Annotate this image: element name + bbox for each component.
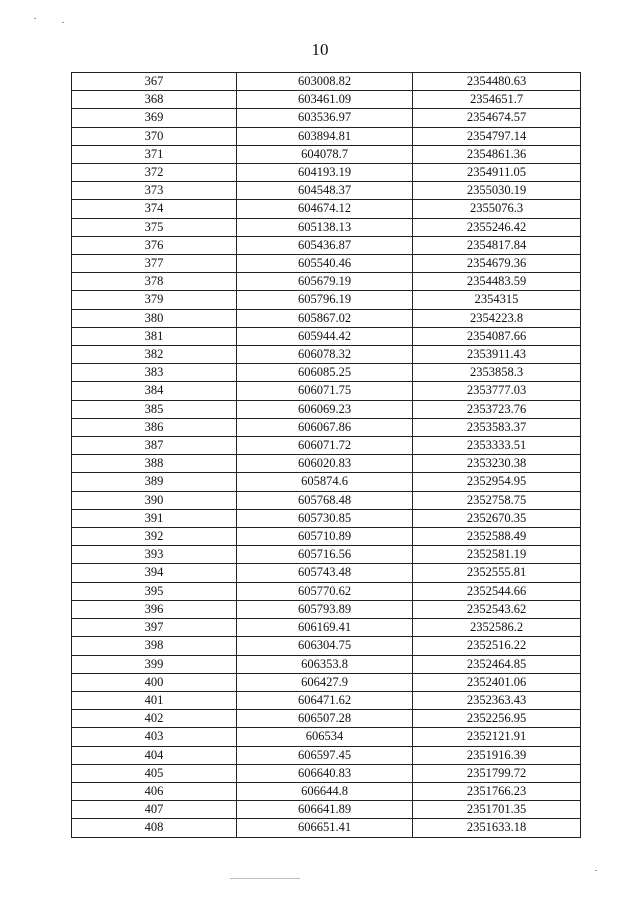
x-coordinate-cell: 605730.85 <box>237 509 413 527</box>
y-coordinate-cell: 2351701.35 <box>413 801 581 819</box>
y-coordinate-cell: 2354817.84 <box>413 236 581 254</box>
point-number-cell: 386 <box>72 418 237 436</box>
table-row <box>72 127 581 145</box>
y-coordinate-cell: 2352256.95 <box>413 710 581 728</box>
x-coordinate-cell: 606597.45 <box>237 746 413 764</box>
x-coordinate-cell: 606169.41 <box>237 619 413 637</box>
table-row <box>72 291 581 309</box>
x-coordinate-cell: 606644.8 <box>237 782 413 800</box>
table-row <box>72 637 581 655</box>
table-row <box>72 109 581 127</box>
point-number-cell: 387 <box>72 437 237 455</box>
x-coordinate-cell: 606071.72 <box>237 437 413 455</box>
x-coordinate-cell: 606640.83 <box>237 764 413 782</box>
table-row <box>72 182 581 200</box>
y-coordinate-cell: 2352670.35 <box>413 509 581 527</box>
point-number-cell: 382 <box>72 346 237 364</box>
y-coordinate-cell: 2353858.3 <box>413 364 581 382</box>
point-number-cell: 367 <box>72 73 237 91</box>
y-coordinate-cell: 2354315 <box>413 291 581 309</box>
y-coordinate-cell: 2352516.22 <box>413 637 581 655</box>
y-coordinate-cell: 2352581.19 <box>413 546 581 564</box>
point-number-cell: 390 <box>72 491 237 509</box>
table-row <box>72 819 581 837</box>
y-coordinate-cell: 2354480.63 <box>413 73 581 91</box>
x-coordinate-cell: 605710.89 <box>237 528 413 546</box>
point-number-cell: 388 <box>72 455 237 473</box>
table-row <box>72 364 581 382</box>
x-coordinate-cell: 605138.13 <box>237 218 413 236</box>
x-coordinate-cell: 606067.86 <box>237 418 413 436</box>
point-number-cell: 408 <box>72 819 237 837</box>
table-row <box>72 418 581 436</box>
y-coordinate-cell: 2351799.72 <box>413 764 581 782</box>
scan-speck <box>595 870 597 871</box>
y-coordinate-cell: 2352544.66 <box>413 582 581 600</box>
table-row <box>72 582 581 600</box>
y-coordinate-cell: 2351766.23 <box>413 782 581 800</box>
table-row <box>72 273 581 291</box>
table-row <box>72 437 581 455</box>
y-coordinate-cell: 2351916.39 <box>413 746 581 764</box>
point-number-cell: 374 <box>72 200 237 218</box>
table-row <box>72 782 581 800</box>
point-number-cell: 402 <box>72 710 237 728</box>
y-coordinate-cell: 2354911.05 <box>413 164 581 182</box>
point-number-cell: 381 <box>72 327 237 345</box>
x-coordinate-cell: 606085.25 <box>237 364 413 382</box>
x-coordinate-cell: 605768.48 <box>237 491 413 509</box>
table-row <box>72 546 581 564</box>
y-coordinate-cell: 2353583.37 <box>413 418 581 436</box>
table-row <box>72 564 581 582</box>
y-coordinate-cell: 2354679.36 <box>413 255 581 273</box>
table-row <box>72 255 581 273</box>
y-coordinate-cell: 2354861.36 <box>413 145 581 163</box>
x-coordinate-cell: 605874.6 <box>237 473 413 491</box>
table-row <box>72 218 581 236</box>
table-row <box>72 327 581 345</box>
x-coordinate-cell: 606534 <box>237 728 413 746</box>
x-coordinate-cell: 606020.83 <box>237 455 413 473</box>
point-number-cell: 368 <box>72 91 237 109</box>
y-coordinate-cell: 2352121.91 <box>413 728 581 746</box>
y-coordinate-cell: 2351633.18 <box>413 819 581 837</box>
y-coordinate-cell: 2352954.95 <box>413 473 581 491</box>
table-row <box>72 473 581 491</box>
point-number-cell: 373 <box>72 182 237 200</box>
point-number-cell: 397 <box>72 619 237 637</box>
y-coordinate-cell: 2354483.59 <box>413 273 581 291</box>
x-coordinate-cell: 603008.82 <box>237 73 413 91</box>
point-number-cell: 407 <box>72 801 237 819</box>
table-row <box>72 491 581 509</box>
table-row <box>72 691 581 709</box>
x-coordinate-cell: 605867.02 <box>237 309 413 327</box>
point-number-cell: 406 <box>72 782 237 800</box>
point-number-cell: 384 <box>72 382 237 400</box>
table-row <box>72 801 581 819</box>
scan-edge-line <box>230 878 300 879</box>
y-coordinate-cell: 2353230.38 <box>413 455 581 473</box>
y-coordinate-cell: 2352586.2 <box>413 619 581 637</box>
point-number-cell: 403 <box>72 728 237 746</box>
y-coordinate-cell: 2355030.19 <box>413 182 581 200</box>
x-coordinate-cell: 606641.89 <box>237 801 413 819</box>
point-number-cell: 370 <box>72 127 237 145</box>
y-coordinate-cell: 2352555.81 <box>413 564 581 582</box>
point-number-cell: 369 <box>72 109 237 127</box>
x-coordinate-cell: 605540.46 <box>237 255 413 273</box>
point-number-cell: 395 <box>72 582 237 600</box>
y-coordinate-cell: 2355076.3 <box>413 200 581 218</box>
x-coordinate-cell: 606353.8 <box>237 655 413 673</box>
x-coordinate-cell: 603536.97 <box>237 109 413 127</box>
x-coordinate-cell: 606069.23 <box>237 400 413 418</box>
y-coordinate-cell: 2352758.75 <box>413 491 581 509</box>
point-number-cell: 404 <box>72 746 237 764</box>
table-row <box>72 528 581 546</box>
x-coordinate-cell: 606651.41 <box>237 819 413 837</box>
table-row <box>72 73 581 91</box>
x-coordinate-cell: 604193.19 <box>237 164 413 182</box>
x-coordinate-cell: 604674.12 <box>237 200 413 218</box>
x-coordinate-cell: 606471.62 <box>237 691 413 709</box>
point-number-cell: 377 <box>72 255 237 273</box>
point-number-cell: 391 <box>72 509 237 527</box>
y-coordinate-cell: 2353723.76 <box>413 400 581 418</box>
table-row <box>72 400 581 418</box>
x-coordinate-cell: 605944.42 <box>237 327 413 345</box>
point-number-cell: 376 <box>72 236 237 254</box>
coordinates-table-body <box>72 73 581 838</box>
y-coordinate-cell: 2353777.03 <box>413 382 581 400</box>
y-coordinate-cell: 2352363.43 <box>413 691 581 709</box>
scan-speck <box>62 22 64 23</box>
page-number: 10 <box>311 40 329 59</box>
x-coordinate-cell: 606507.28 <box>237 710 413 728</box>
x-coordinate-cell: 604078.7 <box>237 145 413 163</box>
table-row <box>72 164 581 182</box>
point-number-cell: 383 <box>72 364 237 382</box>
x-coordinate-cell: 605716.56 <box>237 546 413 564</box>
y-coordinate-cell: 2354797.14 <box>413 127 581 145</box>
point-number-cell: 372 <box>72 164 237 182</box>
table-row <box>72 236 581 254</box>
point-number-cell: 393 <box>72 546 237 564</box>
point-number-cell: 398 <box>72 637 237 655</box>
point-number-cell: 394 <box>72 564 237 582</box>
y-coordinate-cell: 2354651.7 <box>413 91 581 109</box>
point-number-cell: 399 <box>72 655 237 673</box>
point-number-cell: 385 <box>72 400 237 418</box>
point-number-cell: 389 <box>72 473 237 491</box>
table-row <box>72 200 581 218</box>
point-number-cell: 375 <box>72 218 237 236</box>
coordinates-table <box>71 72 581 838</box>
point-number-cell: 396 <box>72 600 237 618</box>
x-coordinate-cell: 605743.48 <box>237 564 413 582</box>
y-coordinate-cell: 2352588.49 <box>413 528 581 546</box>
table-row <box>72 764 581 782</box>
x-coordinate-cell: 606304.75 <box>237 637 413 655</box>
table-row <box>72 509 581 527</box>
point-number-cell: 371 <box>72 145 237 163</box>
x-coordinate-cell: 606078.32 <box>237 346 413 364</box>
point-number-cell: 378 <box>72 273 237 291</box>
table-row <box>72 382 581 400</box>
x-coordinate-cell: 605679.19 <box>237 273 413 291</box>
point-number-cell: 401 <box>72 691 237 709</box>
y-coordinate-cell: 2352543.62 <box>413 600 581 618</box>
point-number-cell: 380 <box>72 309 237 327</box>
y-coordinate-cell: 2353911.43 <box>413 346 581 364</box>
scan-speck <box>34 18 36 19</box>
y-coordinate-cell: 2352401.06 <box>413 673 581 691</box>
y-coordinate-cell: 2353333.51 <box>413 437 581 455</box>
table-row <box>72 91 581 109</box>
point-number-cell: 405 <box>72 764 237 782</box>
table-row <box>72 673 581 691</box>
table-row <box>72 746 581 764</box>
y-coordinate-cell: 2354223.8 <box>413 309 581 327</box>
table-row <box>72 655 581 673</box>
table-row <box>72 309 581 327</box>
x-coordinate-cell: 605793.89 <box>237 600 413 618</box>
y-coordinate-cell: 2352464.85 <box>413 655 581 673</box>
point-number-cell: 392 <box>72 528 237 546</box>
table-row <box>72 728 581 746</box>
table-row <box>72 600 581 618</box>
table-row <box>72 619 581 637</box>
x-coordinate-cell: 605796.19 <box>237 291 413 309</box>
x-coordinate-cell: 603461.09 <box>237 91 413 109</box>
table-row <box>72 455 581 473</box>
y-coordinate-cell: 2354087.66 <box>413 327 581 345</box>
x-coordinate-cell: 606071.75 <box>237 382 413 400</box>
x-coordinate-cell: 605770.62 <box>237 582 413 600</box>
y-coordinate-cell: 2354674.57 <box>413 109 581 127</box>
point-number-cell: 400 <box>72 673 237 691</box>
y-coordinate-cell: 2355246.42 <box>413 218 581 236</box>
x-coordinate-cell: 604548.37 <box>237 182 413 200</box>
x-coordinate-cell: 603894.81 <box>237 127 413 145</box>
table-row <box>72 346 581 364</box>
table-row <box>72 710 581 728</box>
x-coordinate-cell: 606427.9 <box>237 673 413 691</box>
point-number-cell: 379 <box>72 291 237 309</box>
table-row <box>72 145 581 163</box>
x-coordinate-cell: 605436.87 <box>237 236 413 254</box>
